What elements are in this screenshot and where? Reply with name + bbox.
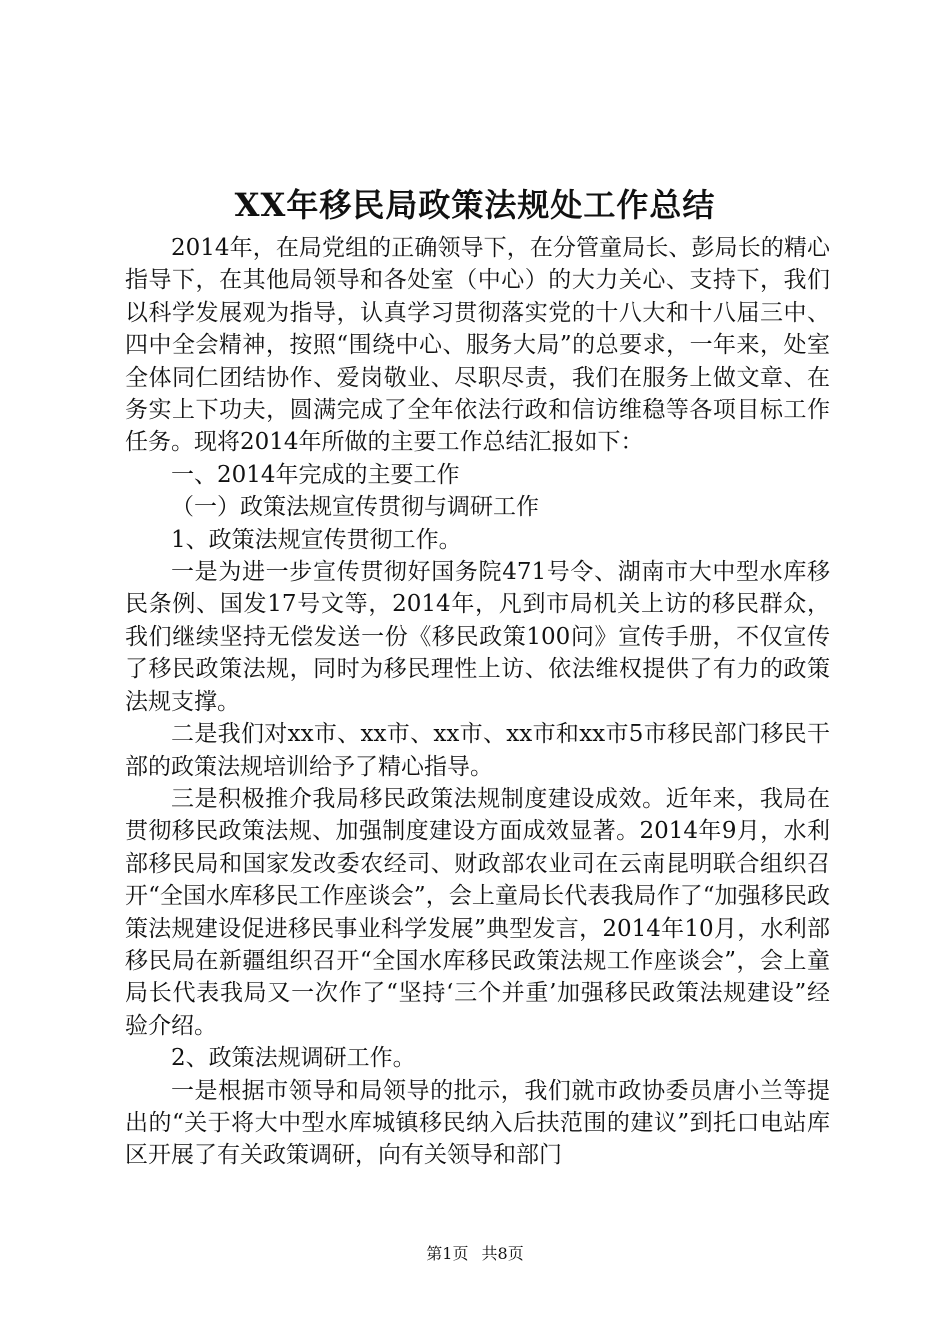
paragraph-intro: 2014年，在局党组的正确领导下，在分管童局长、彭局长的精心指导下，在其他局领导和各处室（中心）的大力关心、支持下，我们以科学发展观为指导，认真学习贯彻落实党的十八大和十八届三中、四中全会精神，按照“围绕中心、服务大局”的总要求，一年来，处室全体同仁团结协作、爱岗敬业、尽职尽责，我们在服务上做文章、在务实上下功夫，圆满完成了全年依法行政和信访维稳等各项目标工作任务。现将2014年所做的主要工作总结汇报如下：: [125, 235, 830, 456]
paragraph-item-1-3: 三是积极推介我局移民政策法规制度建设成效。近年来，我局在贯彻移民政策法规、加强制度建设方面成效显著。2014年9月，水利部移民局和国家发改委农经司、财政部农业司在云南昆明联合组织召开“全国水库移民工作座谈会”，会上童局长代表我局作了“加强移民政策法规建设促进移民事业科学发展”典型发言，2014年10月，水利部移民局在新疆组织召开“全国水库移民政策法规工作座谈会”，会上童局长代表我局又一次作了“坚持‘三个并重’加强移民政策法规建设”经验介绍。: [125, 785, 830, 1039]
subsection-heading-1: （一）政策法规宣传贯彻与调研工作: [171, 494, 539, 521]
item-heading-1: 1、政策法规宣传贯彻工作。: [171, 526, 462, 553]
paragraph-item-1-2: 二是我们对xx市、xx市、xx市、xx市和xx市5市移民部门移民干部的政策法规培训给予了精心指导。: [125, 721, 830, 780]
item-heading-2: 2、政策法规调研工作。: [171, 1045, 416, 1072]
section-heading-1: 一、2014年完成的主要工作: [171, 461, 460, 488]
paragraph-item-2-1: 一是根据市领导和局领导的批示，我们就市政协委员唐小兰等提出的“关于将大中型水库城镇移民纳入后扶范围的建议”到托口电站库区开展了有关政策调研，向有关领导和部门: [125, 1077, 830, 1169]
document-body: [125, 232, 830, 1172]
page-number: 第1页: [426, 1244, 469, 1263]
page-footer: [0, 1243, 950, 1265]
document-title: XX年移民局政策法规处工作总结: [234, 186, 716, 224]
paragraph-item-1-1: 一是为进一步宣传贯彻好国务院471号令、湖南市大中型水库移民条例、国发17号文等，2014年，凡到市局机关上访的移民群众，我们继续坚持无偿发送一份《移民政策100问》宣传手册，不仅宣传了移民政策法规，同时为移民理性上访、依法维权提供了有力的政策法规支撑。: [125, 559, 830, 715]
page-total: 共8页: [481, 1244, 524, 1263]
